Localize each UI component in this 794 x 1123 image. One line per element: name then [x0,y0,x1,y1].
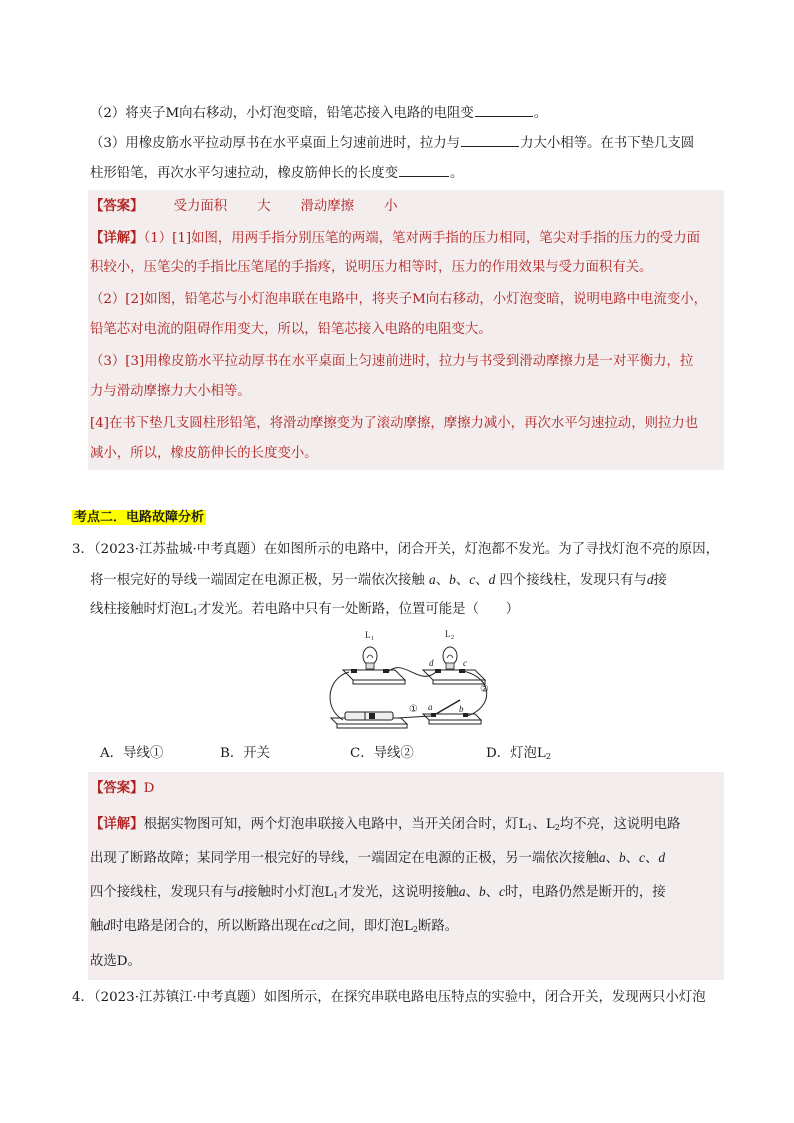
wire-1-label: ① [409,704,418,715]
answer-q3: 【答案】D [90,780,155,796]
explain-q2-p1-l1: 【详解】（1）[1]如图，用两手指分别压笔的两端，笔对两手指的压力相同，笔尖对手指的压力的受力面 [90,230,700,246]
terminal-c: c [463,658,467,668]
svg-text:1: 1 [371,636,374,642]
svg-text:2: 2 [451,635,454,641]
q2-part3-line2: 柱形铅笔，再次水平匀速拉动，橡皮筋伸长的长度变 。 [90,162,463,184]
terminal-b: b [459,704,464,714]
explain-q2-p3-l2: 力与滑动摩擦力大小相等。 [90,384,251,399]
q2-part3-line1: （3）用橡皮筋水平拉动厚书在水平桌面上匀速前进时，拉力与 力大小相等。在书下垫几支圆 [90,132,694,154]
option-a[interactable]: A．导线① [100,746,164,761]
q3-line2: 将一根完好的导线一端固定在电源正极，另一端依次接触 a、b、c、d 四个接线柱，发现只有与d接 [90,572,667,588]
explain-q2-p3-l1: （3）[3]用橡皮筋水平拉动厚书在水平桌面上匀速前进时，拉力与书受到滑动摩擦力是一对平衡力，拉 [90,354,694,369]
q3-line1: 3．（2023·江苏盐城·中考真题）在如图所示的电路中，闭合开关，灯泡都不发光。为了寻找灯泡不亮的原因， [72,542,719,557]
section-heading: 考点二．电路故障分析 [74,510,205,525]
q4-line1: 4．（2023·江苏镇江·中考真题）如图所示，在探究串联电路电压特点的实验中，闭合开关，发现两只小灯泡 [72,990,706,1005]
q2-part2: （2）将夹子M向右移动，小灯泡变暗，铅笔芯接入电路的电阻变 。 [90,102,547,124]
label-l1: L [365,630,371,640]
bulb-l1 [343,630,405,684]
terminal-d: d [429,658,434,668]
label-l2: L [445,629,451,639]
explain-q3-l4: 触d时电路是闭合的，所以断路出现在cd之间，即灯泡$L_2$断路。 [90,918,459,934]
terminal-a: a [428,702,433,712]
answer-blank [475,102,533,117]
explain-q2-p2-l2: 铅笔芯对电流的阻碍作用变大，所以，铅笔芯接入电路的电阻变大。 [90,322,492,337]
answer-blank [461,132,519,147]
explain-q3-l2: 出现了断路故障；某同学用一根完好的导线，一端固定在电源的正极，另一端依次接触a、b、c、d [90,850,666,866]
option-c[interactable]: C．导线② [350,746,414,761]
explain-q2-p4-l1: [4]在书下垫几支圆柱形铅笔，将滑动摩擦变为了滚动摩擦，摩擦力减小，再次水平匀速拉动，则拉力也 [90,416,699,431]
wire-2-label: ② [480,684,489,695]
answer-blank [399,162,449,177]
circuit-diagram [325,628,500,734]
explain-q2-p2-l1: （2）[2]如图，铅笔芯与小灯泡串联在电路中，将夹子M向右移动，小灯泡变暗，说明电路中电流变小， [90,292,707,307]
explain-q2-p4-l2: 减小，所以，橡皮筋伸长的长度变小。 [90,446,318,461]
explain-q3-conclude: 故选D。 [90,954,141,969]
answer-q2: 【答案】 受力面积 大 滑动摩擦 小 [90,198,398,214]
option-d[interactable]: D．灯泡$L_2$ [486,746,551,761]
explain-q3-l1: 【详解】根据实物图可知，两个灯泡串联接入电路中，当开关闭合时，灯$L_1$、$L_2$均不亮，这说明电路 [90,816,681,832]
option-b[interactable]: B．开关 [220,746,271,761]
switch [423,700,481,724]
explain-q2-p1-l2: 积较小，压笔尖的手指比压笔尾的手指疼，说明压力相等时，压力的作用效果与受力面积有关。 [90,260,653,275]
explain-q3-l3: 四个接线柱，发现只有与d接触时小灯泡$L_1$才发光，这说明接触a、b、c时，电路仍然是断开的，接 [90,884,666,900]
answer-block-q3 [88,772,724,980]
q3-line3: 线柱接触时灯泡$L_1$才发光。若电路中只有一处断路，位置可能是（ ） [90,602,520,617]
